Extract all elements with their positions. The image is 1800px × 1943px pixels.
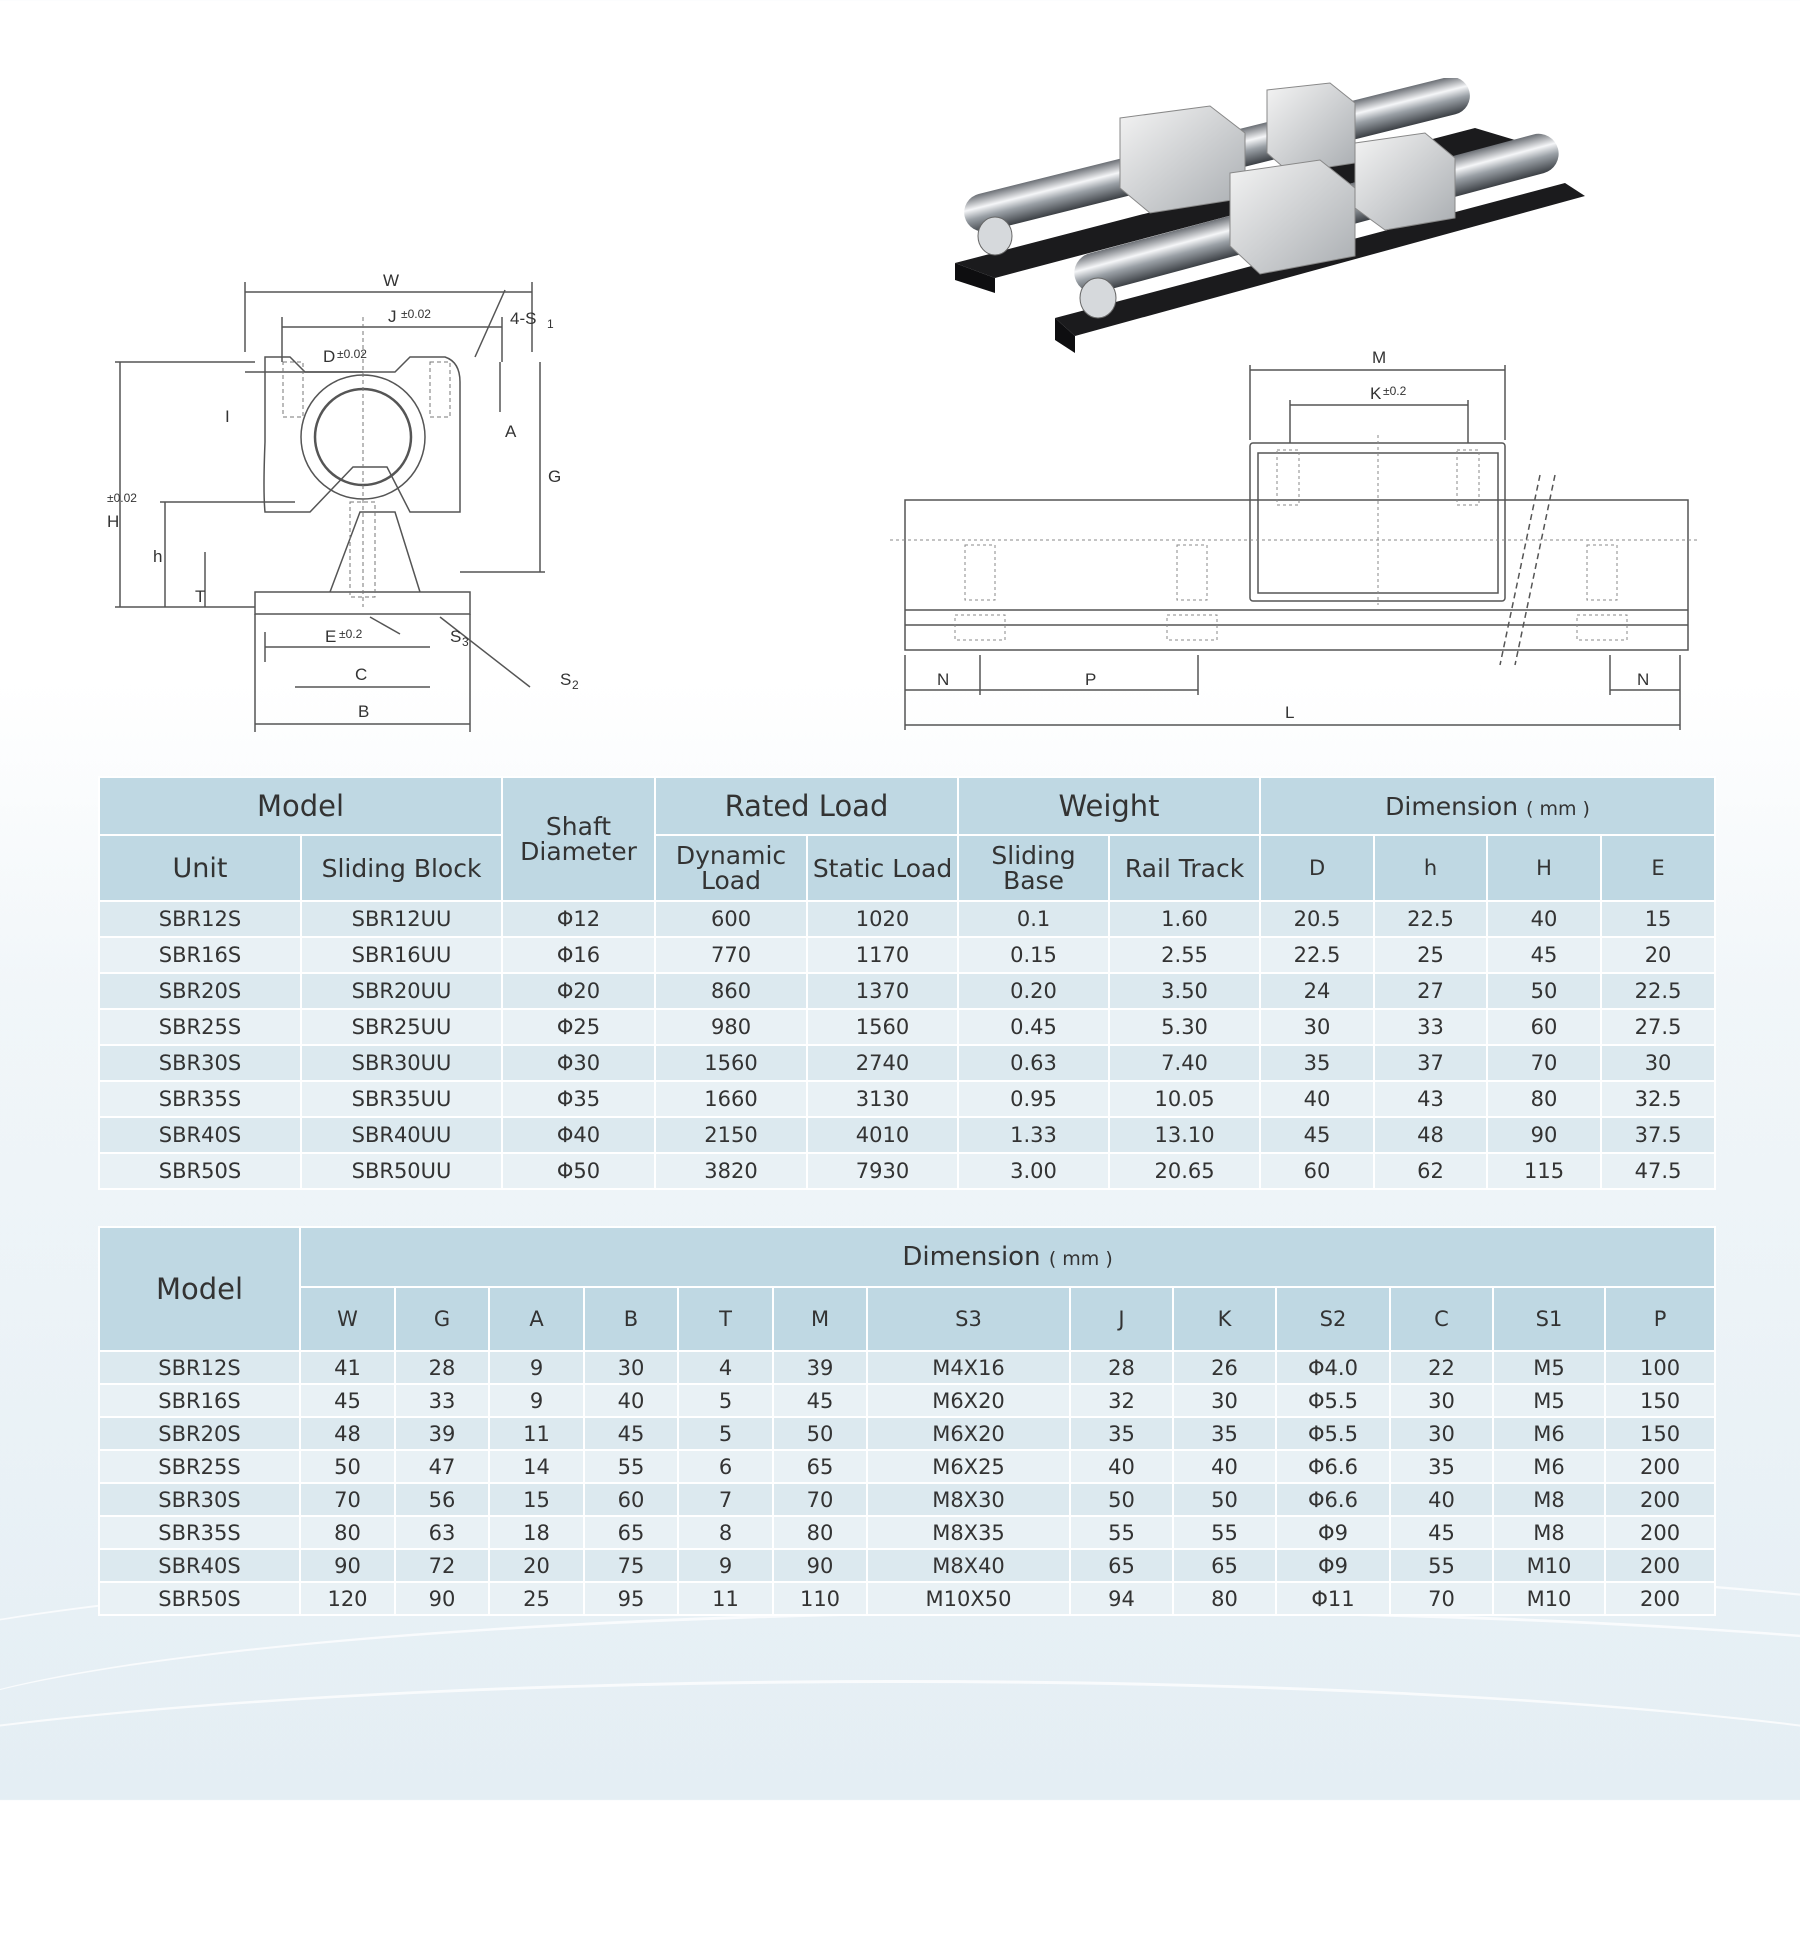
table-cell: 40 (1173, 1450, 1276, 1483)
table-cell: 200 (1605, 1549, 1715, 1582)
table-cell: SBR25S (99, 1009, 301, 1045)
table-cell: 90 (773, 1549, 867, 1582)
table-cell: 30 (1390, 1384, 1493, 1417)
table-cell: M5 (1493, 1351, 1605, 1384)
table-cell: M6X20 (867, 1384, 1070, 1417)
table-cell: 3.00 (958, 1153, 1109, 1189)
table-cell: 5 (678, 1384, 773, 1417)
side-view-drawing (880, 345, 1710, 740)
table-row (99, 1516, 1715, 1549)
table-cell: 70 (1390, 1582, 1493, 1615)
tolerance-E: ±0.2 (339, 627, 363, 641)
table-cell: 9 (489, 1384, 584, 1417)
table-cell: 30 (1260, 1009, 1374, 1045)
header-col-t: T (678, 1287, 773, 1351)
table-cell: Φ4.0 (1276, 1351, 1390, 1384)
header-sliding-base: Sliding Base (958, 835, 1109, 901)
table-cell: SBR40UU (301, 1117, 502, 1153)
table-cell: 30 (1173, 1384, 1276, 1417)
header-weight: Weight (958, 777, 1260, 835)
table-cell: 15 (489, 1483, 584, 1516)
table-cell: 0.15 (958, 937, 1109, 973)
table-cell: 39 (395, 1417, 489, 1450)
table-cell: SBR40S (99, 1549, 300, 1582)
table-row (99, 1351, 1715, 1384)
table-cell: M6X25 (867, 1450, 1070, 1483)
table-cell: 1660 (655, 1081, 807, 1117)
header-col-b: B (584, 1287, 678, 1351)
table-cell: 28 (1070, 1351, 1173, 1384)
label-E: E (325, 627, 337, 646)
table-cell: 20 (489, 1549, 584, 1582)
table-cell: 55 (1070, 1516, 1173, 1549)
table-cell: 48 (1374, 1117, 1487, 1153)
table-cell: 2150 (655, 1117, 807, 1153)
table-cell: 115 (1487, 1153, 1601, 1189)
table-cell: 27 (1374, 973, 1487, 1009)
table-cell: M8X35 (867, 1516, 1070, 1549)
table-cell: 70 (300, 1483, 395, 1516)
label-S2: S (560, 670, 572, 689)
label-4-S1: 4-S (510, 309, 537, 328)
table-row (99, 1081, 1715, 1117)
table-cell: 6 (678, 1450, 773, 1483)
label-N-left: N (937, 670, 950, 689)
table-cell: 62 (1374, 1153, 1487, 1189)
table-cell: M6X20 (867, 1417, 1070, 1450)
table-cell: 0.1 (958, 901, 1109, 937)
table-cell: 32.5 (1601, 1081, 1715, 1117)
table-cell: Φ6.6 (1276, 1450, 1390, 1483)
table-cell: SBR25UU (301, 1009, 502, 1045)
table-row (99, 1549, 1715, 1582)
table-cell: Φ11 (1276, 1582, 1390, 1615)
table-cell: M8 (1493, 1516, 1605, 1549)
table-cell: 72 (395, 1549, 489, 1582)
table-cell: Φ6.6 (1276, 1483, 1390, 1516)
cross-section-drawing (105, 262, 665, 742)
header-dimension-label: Dimension (1385, 791, 1519, 821)
table-cell: 13.10 (1109, 1117, 1260, 1153)
table-cell: M4X16 (867, 1351, 1070, 1384)
table-cell: 35 (1070, 1417, 1173, 1450)
table-row (99, 1009, 1715, 1045)
table-cell: 65 (584, 1516, 678, 1549)
background-wave (0, 1680, 1800, 1943)
table-cell: 0.20 (958, 973, 1109, 1009)
table-cell: 94 (1070, 1582, 1173, 1615)
header-H: H (1487, 835, 1601, 901)
table-cell: 2740 (807, 1045, 958, 1081)
table-row (99, 1483, 1715, 1516)
table-cell: 26 (1173, 1351, 1276, 1384)
table-cell: 200 (1605, 1516, 1715, 1549)
table-cell: M6 (1493, 1417, 1605, 1450)
table-cell: 80 (1173, 1582, 1276, 1615)
header-rail-track: Rail Track (1109, 835, 1260, 901)
table-cell: 25 (489, 1582, 584, 1615)
table-cell: SBR35S (99, 1516, 300, 1549)
table-cell: SBR20S (99, 973, 301, 1009)
table-cell: 35 (1173, 1417, 1276, 1450)
header-dimension-unit: ( mm ) (1526, 797, 1590, 820)
table-cell: 63 (395, 1516, 489, 1549)
table-cell: 1020 (807, 901, 958, 937)
header-col-w: W (300, 1287, 395, 1351)
table-cell: SBR50UU (301, 1153, 502, 1189)
table-cell: Φ25 (502, 1009, 655, 1045)
product-photo (955, 78, 1585, 368)
table-cell: Φ16 (502, 937, 655, 973)
table-cell: 1560 (807, 1009, 958, 1045)
table-cell: SBR40S (99, 1117, 301, 1153)
table-cell: 40 (1390, 1483, 1493, 1516)
table-cell: 32 (1070, 1384, 1173, 1417)
table-cell: SBR50S (99, 1582, 300, 1615)
table-row (99, 1117, 1715, 1153)
table-cell: 40 (1070, 1450, 1173, 1483)
table-cell: 5.30 (1109, 1009, 1260, 1045)
table-cell: 2.55 (1109, 937, 1260, 973)
header-col-g: G (395, 1287, 489, 1351)
label-h: h (153, 547, 163, 566)
table-cell: M10X50 (867, 1582, 1070, 1615)
table-cell: 95 (584, 1582, 678, 1615)
table-cell: 25 (1374, 937, 1487, 973)
header-col-j: J (1070, 1287, 1173, 1351)
label-G: G (548, 467, 562, 486)
table-cell: 47.5 (1601, 1153, 1715, 1189)
table-cell: 600 (655, 901, 807, 937)
table-cell: 15 (1601, 901, 1715, 937)
table-cell: 45 (584, 1417, 678, 1450)
header-dynamic-load: Dynamic Load (655, 835, 807, 901)
label-S3: S (450, 627, 462, 646)
table-cell: 56 (395, 1483, 489, 1516)
table-cell: 0.63 (958, 1045, 1109, 1081)
table-cell: Φ9 (1276, 1549, 1390, 1582)
table-cell: 22.5 (1601, 973, 1715, 1009)
table-cell: 3130 (807, 1081, 958, 1117)
table-cell: 35 (1390, 1450, 1493, 1483)
label-K: K (1370, 384, 1382, 403)
table-cell: 22 (1390, 1351, 1493, 1384)
table-cell: SBR12S (99, 1351, 300, 1384)
table-cell: 110 (773, 1582, 867, 1615)
table-cell: 150 (1605, 1417, 1715, 1450)
table-cell: Φ50 (502, 1153, 655, 1189)
header-dimension-unit: ( mm ) (1048, 1248, 1113, 1270)
header-rated-load: Rated Load (655, 777, 958, 835)
header-dimension-label: Dimension (902, 1242, 1041, 1272)
table-cell: M5 (1493, 1384, 1605, 1417)
label-J: J (388, 307, 397, 326)
table-cell: 14 (489, 1450, 584, 1483)
table-row (99, 1417, 1715, 1450)
label-M: M (1372, 348, 1387, 367)
table-cell: 37.5 (1601, 1117, 1715, 1153)
table-cell: 1170 (807, 937, 958, 973)
table-cell: 200 (1605, 1483, 1715, 1516)
table-cell: 75 (584, 1549, 678, 1582)
tolerance-D: ±0.02 (337, 347, 367, 361)
table-cell: 1370 (807, 973, 958, 1009)
table-cell: M8X30 (867, 1483, 1070, 1516)
header-dimension (300, 1227, 1715, 1287)
header-col-s1: S1 (1493, 1287, 1605, 1351)
table-cell: 200 (1605, 1582, 1715, 1615)
table-cell: 60 (1260, 1153, 1374, 1189)
tolerance-J: ±0.02 (401, 307, 431, 321)
table-cell: 22.5 (1374, 901, 1487, 937)
label-C: C (355, 665, 368, 684)
table-row (99, 1582, 1715, 1615)
table-cell: 65 (1173, 1549, 1276, 1582)
table-cell: 40 (1260, 1081, 1374, 1117)
table-cell: 3820 (655, 1153, 807, 1189)
table-cell: 4 (678, 1351, 773, 1384)
table-row (99, 937, 1715, 973)
table-cell: 0.45 (958, 1009, 1109, 1045)
label-W: W (383, 271, 400, 290)
header-sliding-block: Sliding Block (301, 835, 502, 901)
table-cell: M10 (1493, 1549, 1605, 1582)
header-static-load: Static Load (807, 835, 958, 901)
table-cell: SBR35S (99, 1081, 301, 1117)
table-cell: 9 (678, 1549, 773, 1582)
table-cell: 7 (678, 1483, 773, 1516)
table-cell: 10.05 (1109, 1081, 1260, 1117)
table-cell: 70 (1487, 1045, 1601, 1081)
table-cell: 20.65 (1109, 1153, 1260, 1189)
table-cell: SBR12UU (301, 901, 502, 937)
table-cell: 40 (584, 1384, 678, 1417)
header-col-s2: S2 (1276, 1287, 1390, 1351)
table-cell: 35 (1260, 1045, 1374, 1081)
header-shaft-diameter: Shaft Diameter (502, 777, 655, 901)
label-I: I (225, 407, 230, 426)
table-cell: 60 (584, 1483, 678, 1516)
header-D: D (1260, 835, 1374, 901)
table-cell: 40 (1487, 901, 1601, 937)
table-cell: 11 (678, 1582, 773, 1615)
header-dimension (1260, 777, 1715, 835)
table-cell: 80 (300, 1516, 395, 1549)
table-cell: 90 (395, 1582, 489, 1615)
table-cell: 45 (773, 1384, 867, 1417)
table-cell: 60 (1487, 1009, 1601, 1045)
table-row (99, 1384, 1715, 1417)
table-cell: 30 (1390, 1417, 1493, 1450)
tolerance-H: ±0.02 (107, 491, 137, 505)
label-B: B (358, 702, 370, 721)
table-cell: 7930 (807, 1153, 958, 1189)
table-cell: 27.5 (1601, 1009, 1715, 1045)
label-D: D (323, 347, 336, 366)
label-S2-sub: 2 (572, 678, 579, 692)
table-cell: M10 (1493, 1582, 1605, 1615)
table-cell: 1.33 (958, 1117, 1109, 1153)
table-cell: 980 (655, 1009, 807, 1045)
table-cell: SBR12S (99, 901, 301, 937)
table-cell: 43 (1374, 1081, 1487, 1117)
tolerance-K: ±0.2 (1383, 384, 1407, 398)
table-row (99, 1045, 1715, 1081)
table-cell: 4010 (807, 1117, 958, 1153)
header-model: Model (99, 1227, 300, 1351)
header-unit: Unit (99, 835, 301, 901)
table-cell: 90 (1487, 1117, 1601, 1153)
table-cell: 50 (1070, 1483, 1173, 1516)
header-col-k: K (1173, 1287, 1276, 1351)
spec-table-dimensions (98, 1226, 1716, 1616)
table-cell: SBR20UU (301, 973, 502, 1009)
table-cell: 45 (1390, 1516, 1493, 1549)
table-cell: SBR30UU (301, 1045, 502, 1081)
table-cell: 18 (489, 1516, 584, 1549)
table-cell: 41 (300, 1351, 395, 1384)
table-row (99, 1153, 1715, 1189)
table-cell: SBR16S (99, 1384, 300, 1417)
table-row (99, 901, 1715, 937)
table-cell: 70 (773, 1483, 867, 1516)
table-cell: 45 (1260, 1117, 1374, 1153)
table-cell: Φ35 (502, 1081, 655, 1117)
header-model: Model (99, 777, 502, 835)
label-A: A (505, 422, 517, 441)
header-col-p: P (1605, 1287, 1715, 1351)
table-cell: 200 (1605, 1450, 1715, 1483)
table-cell: 45 (300, 1384, 395, 1417)
table-row (99, 973, 1715, 1009)
table-cell: 100 (1605, 1351, 1715, 1384)
table-cell: 30 (1601, 1045, 1715, 1081)
table-cell: 20 (1601, 937, 1715, 973)
table-cell: 65 (1070, 1549, 1173, 1582)
table-cell: SBR30S (99, 1045, 301, 1081)
table-cell: Φ5.5 (1276, 1417, 1390, 1450)
table-cell: 11 (489, 1417, 584, 1450)
table-cell: 37 (1374, 1045, 1487, 1081)
table-cell: SBR35UU (301, 1081, 502, 1117)
table-cell: 0.95 (958, 1081, 1109, 1117)
label-H: H (107, 512, 120, 531)
table-cell: M8X40 (867, 1549, 1070, 1582)
label-T: T (195, 587, 206, 606)
table-cell: 65 (773, 1450, 867, 1483)
table-cell: 8 (678, 1516, 773, 1549)
table-cell: Φ20 (502, 973, 655, 1009)
label-S3-sub: 3 (462, 635, 469, 649)
table-cell: 770 (655, 937, 807, 973)
spec-table-load-weight (98, 776, 1716, 1190)
label-L: L (1285, 703, 1295, 722)
table-cell: 5 (678, 1417, 773, 1450)
table-cell: 47 (395, 1450, 489, 1483)
header-col-m: M (773, 1287, 867, 1351)
table-cell: 7.40 (1109, 1045, 1260, 1081)
table-cell: 30 (584, 1351, 678, 1384)
table-cell: 80 (1487, 1081, 1601, 1117)
table-cell: SBR30S (99, 1483, 300, 1516)
table-cell: 45 (1487, 937, 1601, 973)
table-cell: 860 (655, 973, 807, 1009)
header-E: E (1601, 835, 1715, 901)
table-cell: 80 (773, 1516, 867, 1549)
table-cell: 55 (1390, 1549, 1493, 1582)
table-cell: 48 (300, 1417, 395, 1450)
table-cell: SBR16UU (301, 937, 502, 973)
table-cell: Φ30 (502, 1045, 655, 1081)
table-cell: 50 (773, 1417, 867, 1450)
table-cell: 9 (489, 1351, 584, 1384)
label-N-right: N (1637, 670, 1650, 689)
table-cell: 120 (300, 1582, 395, 1615)
table-cell: M6 (1493, 1450, 1605, 1483)
label-4-S1-sub: 1 (547, 317, 554, 331)
table-cell: 55 (584, 1450, 678, 1483)
table-cell: 39 (773, 1351, 867, 1384)
table-cell: 50 (300, 1450, 395, 1483)
table-cell: 1.60 (1109, 901, 1260, 937)
table-cell: 33 (395, 1384, 489, 1417)
table-cell: 3.50 (1109, 973, 1260, 1009)
table-cell: SBR25S (99, 1450, 300, 1483)
table-cell: 50 (1487, 973, 1601, 1009)
table-cell: Φ9 (1276, 1516, 1390, 1549)
table-cell: 22.5 (1260, 937, 1374, 973)
table-cell: 50 (1173, 1483, 1276, 1516)
table-cell: 1560 (655, 1045, 807, 1081)
label-P: P (1085, 670, 1097, 689)
table-cell: SBR16S (99, 937, 301, 973)
table-cell: Φ40 (502, 1117, 655, 1153)
table-cell: SBR50S (99, 1153, 301, 1189)
table-cell: 55 (1173, 1516, 1276, 1549)
header-col-a: A (489, 1287, 584, 1351)
table-cell: 33 (1374, 1009, 1487, 1045)
table-cell: 20.5 (1260, 901, 1374, 937)
table-cell: SBR20S (99, 1417, 300, 1450)
table-cell: 24 (1260, 973, 1374, 1009)
table-cell: 90 (300, 1549, 395, 1582)
header-col-c: C (1390, 1287, 1493, 1351)
header-h: h (1374, 835, 1487, 901)
table-cell: M8 (1493, 1483, 1605, 1516)
table-cell: Φ5.5 (1276, 1384, 1390, 1417)
table-cell: 150 (1605, 1384, 1715, 1417)
table-row (99, 1450, 1715, 1483)
header-col-s3: S3 (867, 1287, 1070, 1351)
table-cell: Φ12 (502, 901, 655, 937)
table-cell: 28 (395, 1351, 489, 1384)
